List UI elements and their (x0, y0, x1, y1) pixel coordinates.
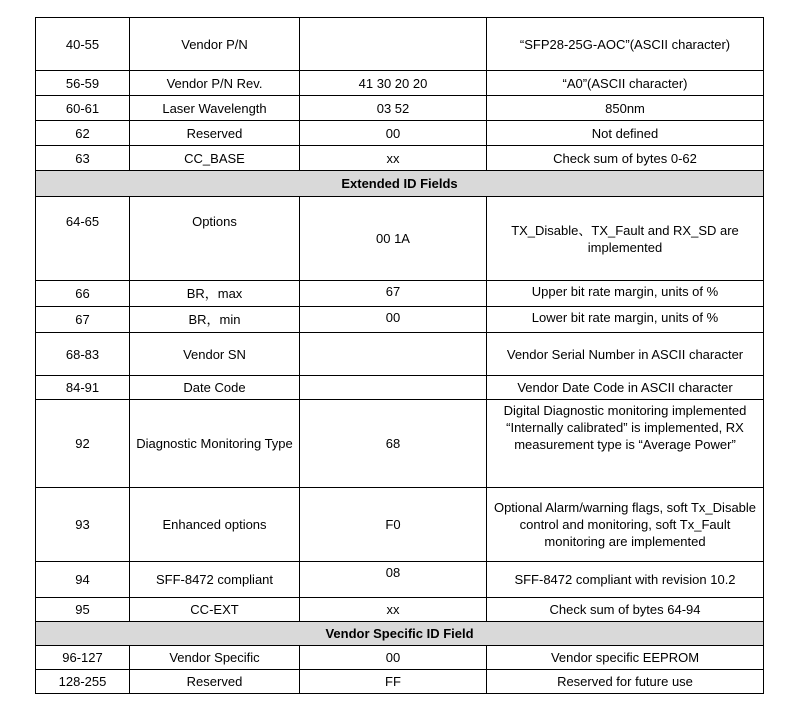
description-cell: TX_Disable、TX_Fault and RX_SD are implemented (487, 197, 764, 281)
field-name-cell: BR，min (130, 307, 300, 333)
description-cell: Vendor Date Code in ASCII character (487, 376, 764, 400)
table-row (36, 333, 764, 376)
address-cell: 93 (36, 488, 130, 562)
eeprom-table (35, 17, 764, 694)
address-cell: 40-55 (36, 18, 130, 71)
value-cell: 00 (300, 307, 487, 333)
address-cell: 95 (36, 598, 130, 622)
address-cell: 62 (36, 121, 130, 146)
table-row (36, 488, 764, 562)
description-cell: Vendor Serial Number in ASCII character (487, 333, 764, 376)
address-cell: 66 (36, 281, 130, 307)
description-cell: Digital Diagnostic monitoring implemented “Internally calibrated” is implemented, RX measurement type is “Average Power” (487, 400, 764, 488)
section-title-extended: Extended ID Fields (36, 171, 764, 197)
value-cell (300, 333, 487, 376)
table-row (36, 376, 764, 400)
value-cell: xx (300, 598, 487, 622)
description-cell: 850nm (487, 96, 764, 121)
table-row (36, 400, 764, 488)
field-name-cell: CC-EXT (130, 598, 300, 622)
description-cell: Upper bit rate margin, units of % (487, 281, 764, 307)
description-cell: Check sum of bytes 0-62 (487, 146, 764, 171)
description-cell: “SFP28-25G-AOC”(ASCII character) (487, 18, 764, 71)
value-cell (300, 376, 487, 400)
table-row (36, 562, 764, 598)
table-row (36, 281, 764, 307)
description-cell: Lower bit rate margin, units of % (487, 307, 764, 333)
field-name-cell: Reserved (130, 670, 300, 694)
field-name-cell: Reserved (130, 121, 300, 146)
address-cell: 84-91 (36, 376, 130, 400)
description-cell: Not defined (487, 121, 764, 146)
table-row (36, 121, 764, 146)
field-name-cell: Vendor SN (130, 333, 300, 376)
description-cell: Check sum of bytes 64-94 (487, 598, 764, 622)
value-cell: F0 (300, 488, 487, 562)
field-name-cell: Vendor Specific (130, 646, 300, 670)
field-name-cell: Options (130, 197, 300, 281)
description-cell: SFF-8472 compliant with revision 10.2 (487, 562, 764, 598)
value-cell: xx (300, 146, 487, 171)
field-name-cell: Diagnostic Monitoring Type (130, 400, 300, 488)
table-row (36, 71, 764, 96)
value-cell: 68 (300, 400, 487, 488)
field-name-cell: Laser Wavelength (130, 96, 300, 121)
table-row (36, 18, 764, 71)
field-name-cell: Vendor P/N Rev. (130, 71, 300, 96)
field-name-cell: Enhanced options (130, 488, 300, 562)
table-row (36, 598, 764, 622)
value-cell (300, 18, 487, 71)
table-row (36, 670, 764, 694)
section-header-row (36, 171, 764, 197)
field-name-cell: Date Code (130, 376, 300, 400)
value-cell: 00 1A (300, 197, 487, 281)
field-name-cell: Vendor P/N (130, 18, 300, 71)
description-cell: Reserved for future use (487, 670, 764, 694)
value-cell: 67 (300, 281, 487, 307)
address-cell: 128-255 (36, 670, 130, 694)
value-cell: 08 (300, 562, 487, 598)
section-header-row (36, 622, 764, 646)
value-cell: 03 52 (300, 96, 487, 121)
address-cell: 56-59 (36, 71, 130, 96)
address-cell: 63 (36, 146, 130, 171)
address-cell: 68-83 (36, 333, 130, 376)
table-row (36, 646, 764, 670)
address-cell: 92 (36, 400, 130, 488)
value-cell: 00 (300, 121, 487, 146)
table-row (36, 307, 764, 333)
field-name-cell: SFF-8472 compliant (130, 562, 300, 598)
address-cell: 64-65 (36, 197, 130, 281)
value-cell: 41 30 20 20 (300, 71, 487, 96)
description-cell: Optional Alarm/warning flags, soft Tx_Disable control and monitoring, soft Tx_Fault monitoring are implemented (487, 488, 764, 562)
value-cell: 00 (300, 646, 487, 670)
section-title-vendor: Vendor Specific ID Field (36, 622, 764, 646)
description-cell: Vendor specific EEPROM (487, 646, 764, 670)
value-cell: FF (300, 670, 487, 694)
address-cell: 67 (36, 307, 130, 333)
table-row (36, 197, 764, 281)
description-cell: “A0”(ASCII character) (487, 71, 764, 96)
table-row (36, 146, 764, 171)
address-cell: 94 (36, 562, 130, 598)
address-cell: 96-127 (36, 646, 130, 670)
table-row (36, 96, 764, 121)
field-name-cell: BR，max (130, 281, 300, 307)
field-name-cell: CC_BASE (130, 146, 300, 171)
address-cell: 60-61 (36, 96, 130, 121)
